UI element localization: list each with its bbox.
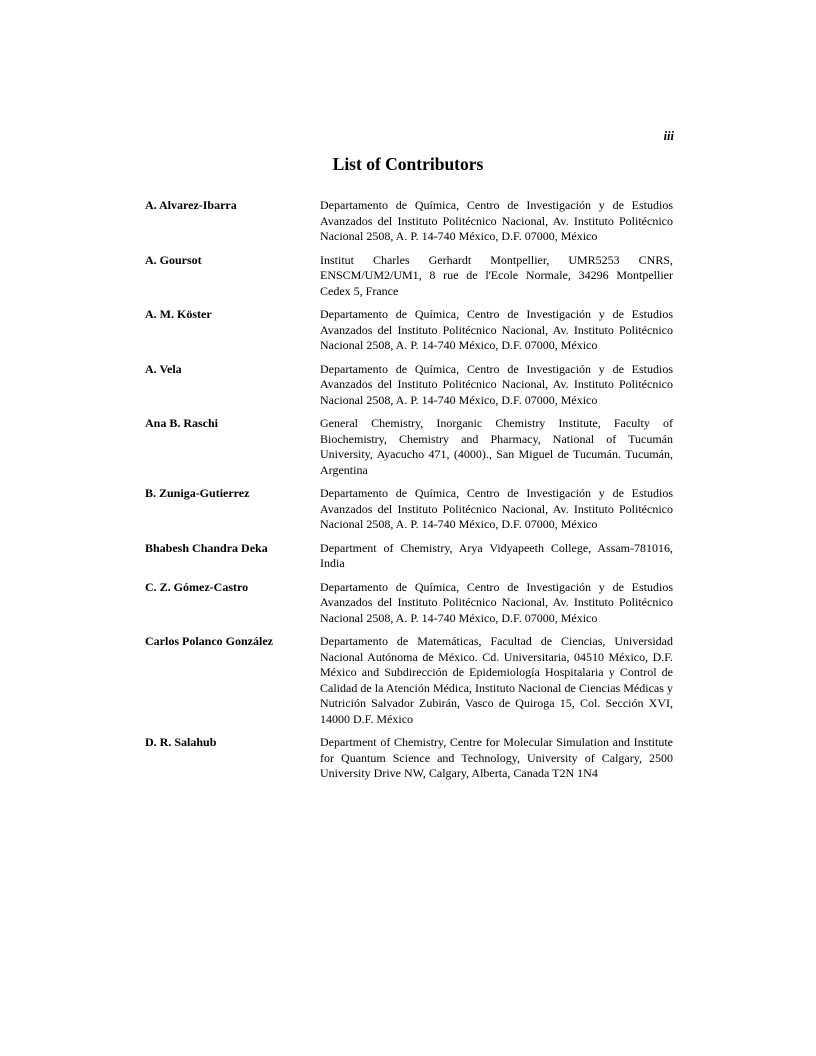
contributor-affiliation: Departamento de Química, Centro de Investigación y de Estudios Avanzados del Instituto Politécnico Nacional, Av. Instituto Politécnico Nacional 2508, A. P. 14-740 México, D.F. 07000, México xyxy=(320,361,673,407)
page-number: iii xyxy=(663,129,674,143)
contributor-name: A. M. Köster xyxy=(145,307,212,321)
contributor-entry xyxy=(145,362,673,409)
contributor-name: C. Z. Gómez-Castro xyxy=(145,579,249,594)
contributor-entry xyxy=(145,580,673,627)
contributor-entry xyxy=(145,307,673,354)
contributor-name: A. Alvarez-Ibarra xyxy=(145,198,237,212)
contributor-name: A. Goursot xyxy=(145,252,202,267)
contributor-entry xyxy=(145,486,673,533)
contributor-entry xyxy=(145,253,673,300)
contributor-affiliation: General Chemistry, Inorganic Chemistry Institute, Faculty of Biochemistry, Chemistry and Pharmacy, National of Tucumán University, Ayacucho 471, (4000)., San Miguel de Tucumán. Tucumán, Argentina xyxy=(320,416,673,477)
contributor-name: A. Vela xyxy=(145,361,182,376)
contributor-affiliation: Department of Chemistry, Arya Vidyapeeth College, Assam-781016, India xyxy=(320,540,673,570)
contributor-affiliation: Department of Chemistry, Centre for Molecular Simulation and Institute for Quantum Science and Technology, University of Calgary, 2500 University Drive NW, Calgary, Alberta, Canada T2N 1N4 xyxy=(320,735,673,780)
contributor-entry xyxy=(145,416,673,478)
contributor-affiliation: Departamento de Matemáticas, Facultad de Ciencias, Universidad Nacional Autónoma de México. Cd. Universitaria, 04510 México, D.F. México and Subdirección de Epidemiología Hospitalaria y Control de Calidad de la Atención Médica, Instituto Nacional de Ciencias Médicas y Nutrición Salvador Zubirán, Vasco de Quiroga 15, Col. Sección XVI, 14000 D.F. México xyxy=(320,634,673,726)
contributor-name: Carlos Polanco González xyxy=(145,634,273,648)
contributor-affiliation: Departamento de Química, Centro de Investigación y de Estudios Avanzados del Instituto Politécnico Nacional, Av. Instituto Politécnico Nacional 2508, A. P. 14-740 México, D.F. 07000, México xyxy=(320,486,673,531)
contributor-entry xyxy=(145,198,673,245)
page-title: List of Contributors xyxy=(332,154,484,174)
contributor-name: D. R. Salahub xyxy=(145,735,217,749)
contributor-affiliation: Departamento de Química, Centro de Investigación y de Estudios Avanzados del Instituto Politécnico Nacional, Av. Instituto Politécnico Nacional 2508, A. P. 14-740 México, D.F. 07000, México xyxy=(320,307,673,352)
contributor-name: B. Zuniga-Gutierrez xyxy=(145,486,250,500)
contributor-affiliation: Institut Charles Gerhardt Montpellier, UMR5253 CNRS, ENSCM/UM2/UM1, 8 rue de l'Ecole Normale, 34296 Montpellier Cedex 5, France xyxy=(320,252,673,298)
contributor-affiliation: Departamento de Química, Centro de Investigación y de Estudios Avanzados del Instituto Politécnico Nacional, Av. Instituto Politécnico Nacional 2508, A. P. 14-740 México, D.F. 07000, México xyxy=(320,198,673,243)
contributor-name: Bhabesh Chandra Deka xyxy=(145,540,268,555)
contributor-affiliation: Departamento de Química, Centro de Investigación y de Estudios Avanzados del Instituto Politécnico Nacional, Av. Instituto Politécnico Nacional 2508, A. P. 14-740 México, D.F. 07000, México xyxy=(320,579,673,625)
contributor-entry xyxy=(145,735,673,782)
contributor-entry xyxy=(145,541,673,572)
contributor-name: Ana B. Raschi xyxy=(145,416,219,430)
contributor-entry xyxy=(145,634,673,727)
contributor-list xyxy=(145,198,673,790)
